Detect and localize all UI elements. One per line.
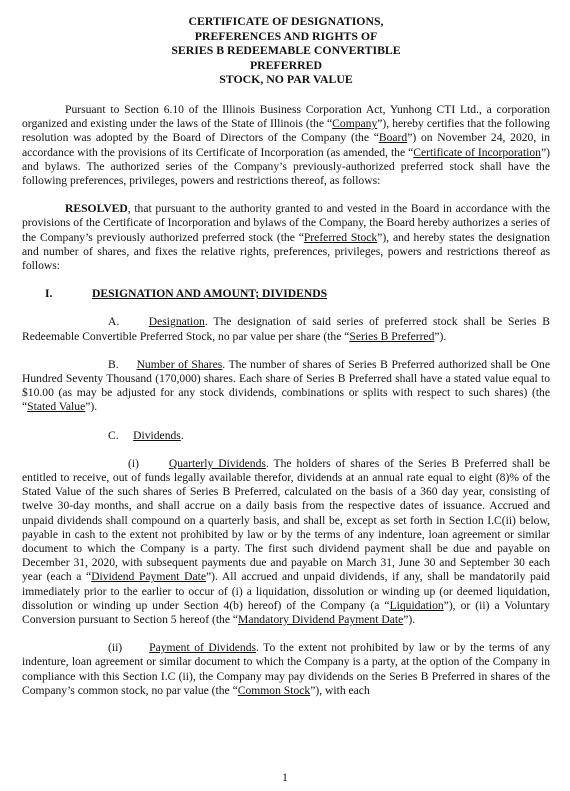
paragraph-a-text-1: . The designation of said series of preferred stock shall be Series B Redeemable Convertible Preferred Stock, no par value per share (the “ bbox=[22, 315, 550, 343]
defined-term-board: Board bbox=[378, 131, 408, 145]
defined-term-series-b-preferred: Series B Preferred bbox=[349, 329, 435, 343]
paragraph-c-i-text-1: . The holders of shares of the Series B Preferred shall be entitled to receive, out of funds legally available therefor, dividends at an annual rate equal to eight (8)% of the Stated Value of the such shares of Series B Preferred, calculated on the basis of a 360 day year, consisting of twelve 30-day months, and shall accrue on a daily basis from the respective dates of issuance. Accrued and unpaid dividends shall compound on a quarterly basis, and shall be, except as set forth in Section I.C(ii) below, payable in cash to the extent not prohibited by law or by the terms of any indenture, loan agreement or similar document to which the Company is a party. The first such dividend payment shall be due and payable on December 31, 2020, with subsequent payments due and payable on March 31, June 30 and September 30 each year (each a “ bbox=[22, 456, 550, 584]
defined-term-stated-value: Stated Value bbox=[27, 400, 86, 414]
document-page bbox=[22, 14, 550, 698]
resolved-text-1: , that pursuant to the authority granted to and vested in the Board in accordance with the provisions of the Certificate of Incorporation and bylaws of the Company, the Board hereby authorizes a series of the Company’s previously authorized preferred stock (the “ bbox=[22, 202, 550, 244]
intro-text-4: ”) and bylaws. The authorized series of the Company’s previously-authorized preferred stock shall have the following preferences, privileges, powers and restrictions thereof, as follows: bbox=[22, 145, 550, 187]
paragraph-c-ii-label: (ii) bbox=[108, 641, 123, 655]
paragraph-c-i-label: (i) bbox=[128, 456, 139, 470]
paragraph-c-ii-text-2: ”), with each bbox=[310, 683, 370, 697]
section-number: I. bbox=[45, 287, 53, 301]
title-line-4: PREFERRED bbox=[249, 57, 323, 72]
paragraph-c-dividends bbox=[22, 429, 550, 443]
title-line-3: SERIES B REDEEMABLE CONVERTIBLE bbox=[171, 43, 401, 58]
resolved-text-2: ”), and hereby states the designation and number of shares, and fixes the relative rights, preferences, privileges, powers and restrictions thereof as follows: bbox=[22, 230, 550, 272]
paragraph-b-number-of-shares bbox=[22, 358, 550, 415]
paragraph-c-i-text-3: ”), or (ii) a Voluntary Conversion pursuant to Section 5 hereof (the “ bbox=[22, 598, 550, 627]
defined-term-preferred-stock: Preferred Stock bbox=[303, 230, 378, 244]
section-heading-text: DESIGNATION AND AMOUNT; DIVIDENDS bbox=[92, 287, 328, 301]
paragraph-c-ii-payment-of-dividends bbox=[22, 641, 550, 698]
paragraph-b-label: B. bbox=[108, 357, 119, 371]
title-line-5: STOCK, NO PAR VALUE bbox=[219, 72, 353, 87]
paragraph-c-heading: Dividends bbox=[133, 428, 181, 442]
section-heading-i bbox=[22, 287, 550, 301]
paragraph-c-i-quarterly-dividends bbox=[22, 457, 550, 627]
page-number: 1 bbox=[282, 770, 288, 784]
intro-text-1: Pursuant to Section 6.10 of the Illinois Business Corporation Act, Yunhong CTI Ltd., a corporation organized and existing under the laws of the State of Illinois (the “ bbox=[22, 102, 550, 131]
defined-term-mandatory-dividend-payment-date: Mandatory Dividend Payment Date bbox=[238, 613, 404, 627]
intro-paragraph bbox=[22, 103, 550, 188]
paragraph-a-heading: Designation bbox=[148, 315, 205, 329]
title-line-2: PREFERENCES AND RIGHTS OF bbox=[194, 28, 378, 43]
paragraph-a-label: A. bbox=[108, 315, 120, 329]
paragraph-c-ii-text-1: . To the extent not prohibited by law or by the terms of any indenture, loan agreement or similar document to which the Company is a party, at the option of the Company in compliance with this Section I.C (ii), the Company may pay dividends on the Series B Preferred in shares of the Company’s common stock, no par value (the “ bbox=[22, 641, 551, 697]
intro-text-3: ”) on November 24, 2020, in accordance with the provisions of its Certificate of Incorporation (as amended, the “ bbox=[22, 131, 550, 159]
intro-text-2: ”), hereby certifies that the following resolution was adopted by the Board of Directors of the Company (the “ bbox=[22, 117, 550, 145]
defined-term-common-stock: Common Stock bbox=[237, 683, 311, 697]
paragraph-c-i-text-2: ”). All accrued and unpaid dividends, if any, shall be mandatorily paid immediately prior to the earlier to occur of (i) a liquidation, dissolution or winding up (or deemed liquidation, dissolution or winding up under Section 4(b) hereof) of the Company (a “ bbox=[22, 570, 550, 612]
resolved-label: RESOLVED bbox=[65, 202, 128, 216]
paragraph-b-heading: Number of Shares bbox=[136, 357, 223, 371]
paragraph-b-text-2: ”). bbox=[85, 400, 98, 414]
title-line-1: CERTIFICATE OF DESIGNATIONS, bbox=[188, 14, 384, 28]
paragraph-c-ii-heading: Payment of Dividends bbox=[149, 641, 256, 655]
paragraph-c-label: C. bbox=[108, 428, 119, 442]
paragraph-a-text-2: ”). bbox=[434, 329, 447, 343]
defined-term-dividend-payment-date: Dividend Payment Date bbox=[91, 570, 207, 584]
paragraph-c-i-text-4: ”). bbox=[403, 613, 416, 627]
paragraph-b-text-1: . The number of shares of Series B Preferred authorized shall be One Hundred Seventy Thousand (170,000) shares. Each share of Series B Preferred shall have a stated value equal to $10.00 (as may be adjusted for any stock dividends, combinations or splits with respect to such shares) (the “ bbox=[22, 357, 550, 414]
defined-term-certificate-of-incorporation: Certificate of Incorporation bbox=[413, 145, 541, 159]
defined-term-liquidation: Liquidation bbox=[389, 598, 444, 612]
defined-term-company: Company bbox=[332, 117, 378, 131]
paragraph-c-text: . bbox=[180, 428, 184, 442]
resolved-paragraph bbox=[22, 202, 550, 273]
paragraph-a-designation bbox=[22, 315, 550, 343]
document-title bbox=[22, 14, 550, 87]
paragraph-c-i-heading: Quarterly Dividends bbox=[168, 456, 266, 470]
